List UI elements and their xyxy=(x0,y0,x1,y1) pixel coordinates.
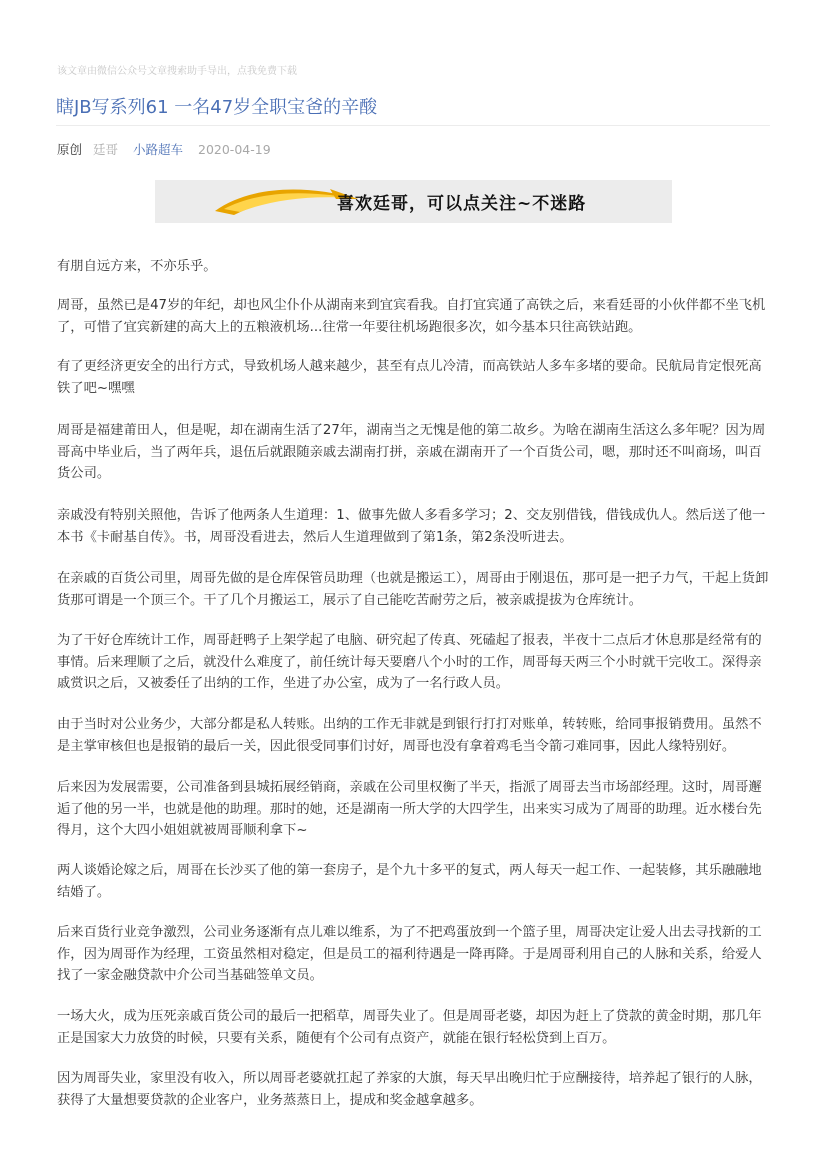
paragraph-12: 一场大火，成为压死亲戚百货公司的最后一把稻草，周哥失业了。但是周哥老婆，却因为赶上了贷款的黄金时期，那几年正是国家大力放贷的时候，只要有关系，随便有个公司有点资产，就能在银行轻松贷到上百万。 xyxy=(57,1009,762,1046)
title-divider xyxy=(56,125,770,126)
author-name: 廷哥 xyxy=(93,142,119,157)
paragraph-4: 周哥是福建莆田人，但是呢，却在湖南生活了27年，湖南当之无愧是他的第二故乡。为啥在湖南生活这么多年呢？因为周哥高中毕业后，当了两年兵，退伍后就跟随亲戚去湖南打拼，亲戚在湖南开了一个百货公司，嗯，那时还不叫商场，叫百货公司。 xyxy=(57,423,766,481)
article-title: 瞎JB写系列61 一名47岁全职宝爸的辛酸 xyxy=(56,97,378,118)
publish-date: 2020-04-19 xyxy=(198,142,271,157)
paragraph-6: 在亲戚的百货公司里，周哥先做的是仓库保管员助理（也就是搬运工），周哥由于刚退伍，那可是一把子力气，干起上货卸货那可谓是一个顶三个。干了几个月搬运工，展示了自己能吃苦耐劳之后，被亲戚提拔为仓库统计。 xyxy=(57,571,769,608)
paragraph-9: 后来因为发展需要，公司准备到县城拓展经销商，亲戚在公司里权衡了半天，指派了周哥去当市场部经理。这时，周哥邂逅了他的另一半，也就是他的助理。那时的她，还是湖南一所大学的大四学生，出来实习成为了周哥的助理。近水楼台先得月，这个大四小姐姐就被周哥顺利拿下~ xyxy=(57,780,762,838)
paragraph-1: 有朋自远方来，不亦乐乎。 xyxy=(57,259,217,274)
article-meta xyxy=(57,140,278,158)
paragraph-7: 为了干好仓库统计工作，周哥赶鸭子上架学起了电脑、研究起了传真、死磕起了报表，半夜十二点后才休息那是经常有的事情。后来理顺了之后，就没什么难度了，前任统计每天要磨八个小时的工作，周哥每天两三个小时就干完收工。深得亲戚赏识之后，又被委任了出纳的工作，坐进了办公室，成为了一名行政人员。 xyxy=(57,633,762,691)
paragraph-10: 两人谈婚论嫁之后，周哥在长沙买了他的第一套房子，是个九十多平的复式，两人每天一起工作、一起装修，其乐融融地结婚了。 xyxy=(57,863,762,900)
banner-text: 喜欢廷哥，可以点关注~不迷路 xyxy=(337,194,587,214)
paragraph-8: 由于当时对公业务少，大部分都是私人转账。出纳的工作无非就是到银行打打对账单，转转账，给同事报销费用。虽然不是主掌审核但也是报销的最后一关，因此很受同事们讨好，周哥也没有拿着鸡毛当令箭刁难同事，因此人缘特别好。 xyxy=(57,717,762,754)
export-notice-link[interactable]: 该文章由微信公众号文章搜索助手导出，点我免费下载 xyxy=(57,66,297,77)
paragraph-5: 亲戚没有特别关照他，告诉了他两条人生道理：1、做事先做人多看多学习；2、交友别借钱，借钱成仇人。然后送了他一本书《卡耐基自传》。书，周哥没看进去，然后人生道理做到了第1条，第2条没听进去。 xyxy=(57,508,766,545)
paragraph-11: 后来百货行业竞争激烈，公司业务逐渐有点儿难以维系，为了不把鸡蛋放到一个篮子里，周哥决定让爱人出去寻找新的工作，因为周哥作为经理，工资虽然相对稳定，但是员工的福利待遇是一降再降。于是周哥利用自己的人脉和关系，给爱人找了一家金融贷款中介公司当基础签单文员。 xyxy=(57,925,762,983)
follow-banner xyxy=(155,180,672,223)
paragraph-13: 因为周哥失业，家里没有收入，所以周哥老婆就扛起了养家的大旗，每天早出晚归忙于应酬接待，培养起了银行的人脉，获得了大量想要贷款的企业客户，业务蒸蒸日上，提成和奖金越拿越多。 xyxy=(57,1071,762,1108)
paragraph-2: 周哥，虽然已是47岁的年纪，却也风尘仆仆从湖南来到宜宾看我。自打宜宾通了高铁之后，来看廷哥的小伙伴都不坐飞机了，可惜了宜宾新建的高大上的五粮液机场...往常一年要往机场跑很多次，如今基本只往高铁站跑。 xyxy=(57,298,766,335)
paragraph-3: 有了更经济更安全的出行方式，导致机场人越来越少，甚至有点儿冷清，而高铁站人多车多堵的要命。民航局肯定恨死高铁了吧~嘿嘿 xyxy=(57,359,762,396)
original-tag: 原创 xyxy=(57,142,83,157)
account-link[interactable]: 小路超车 xyxy=(133,142,184,157)
